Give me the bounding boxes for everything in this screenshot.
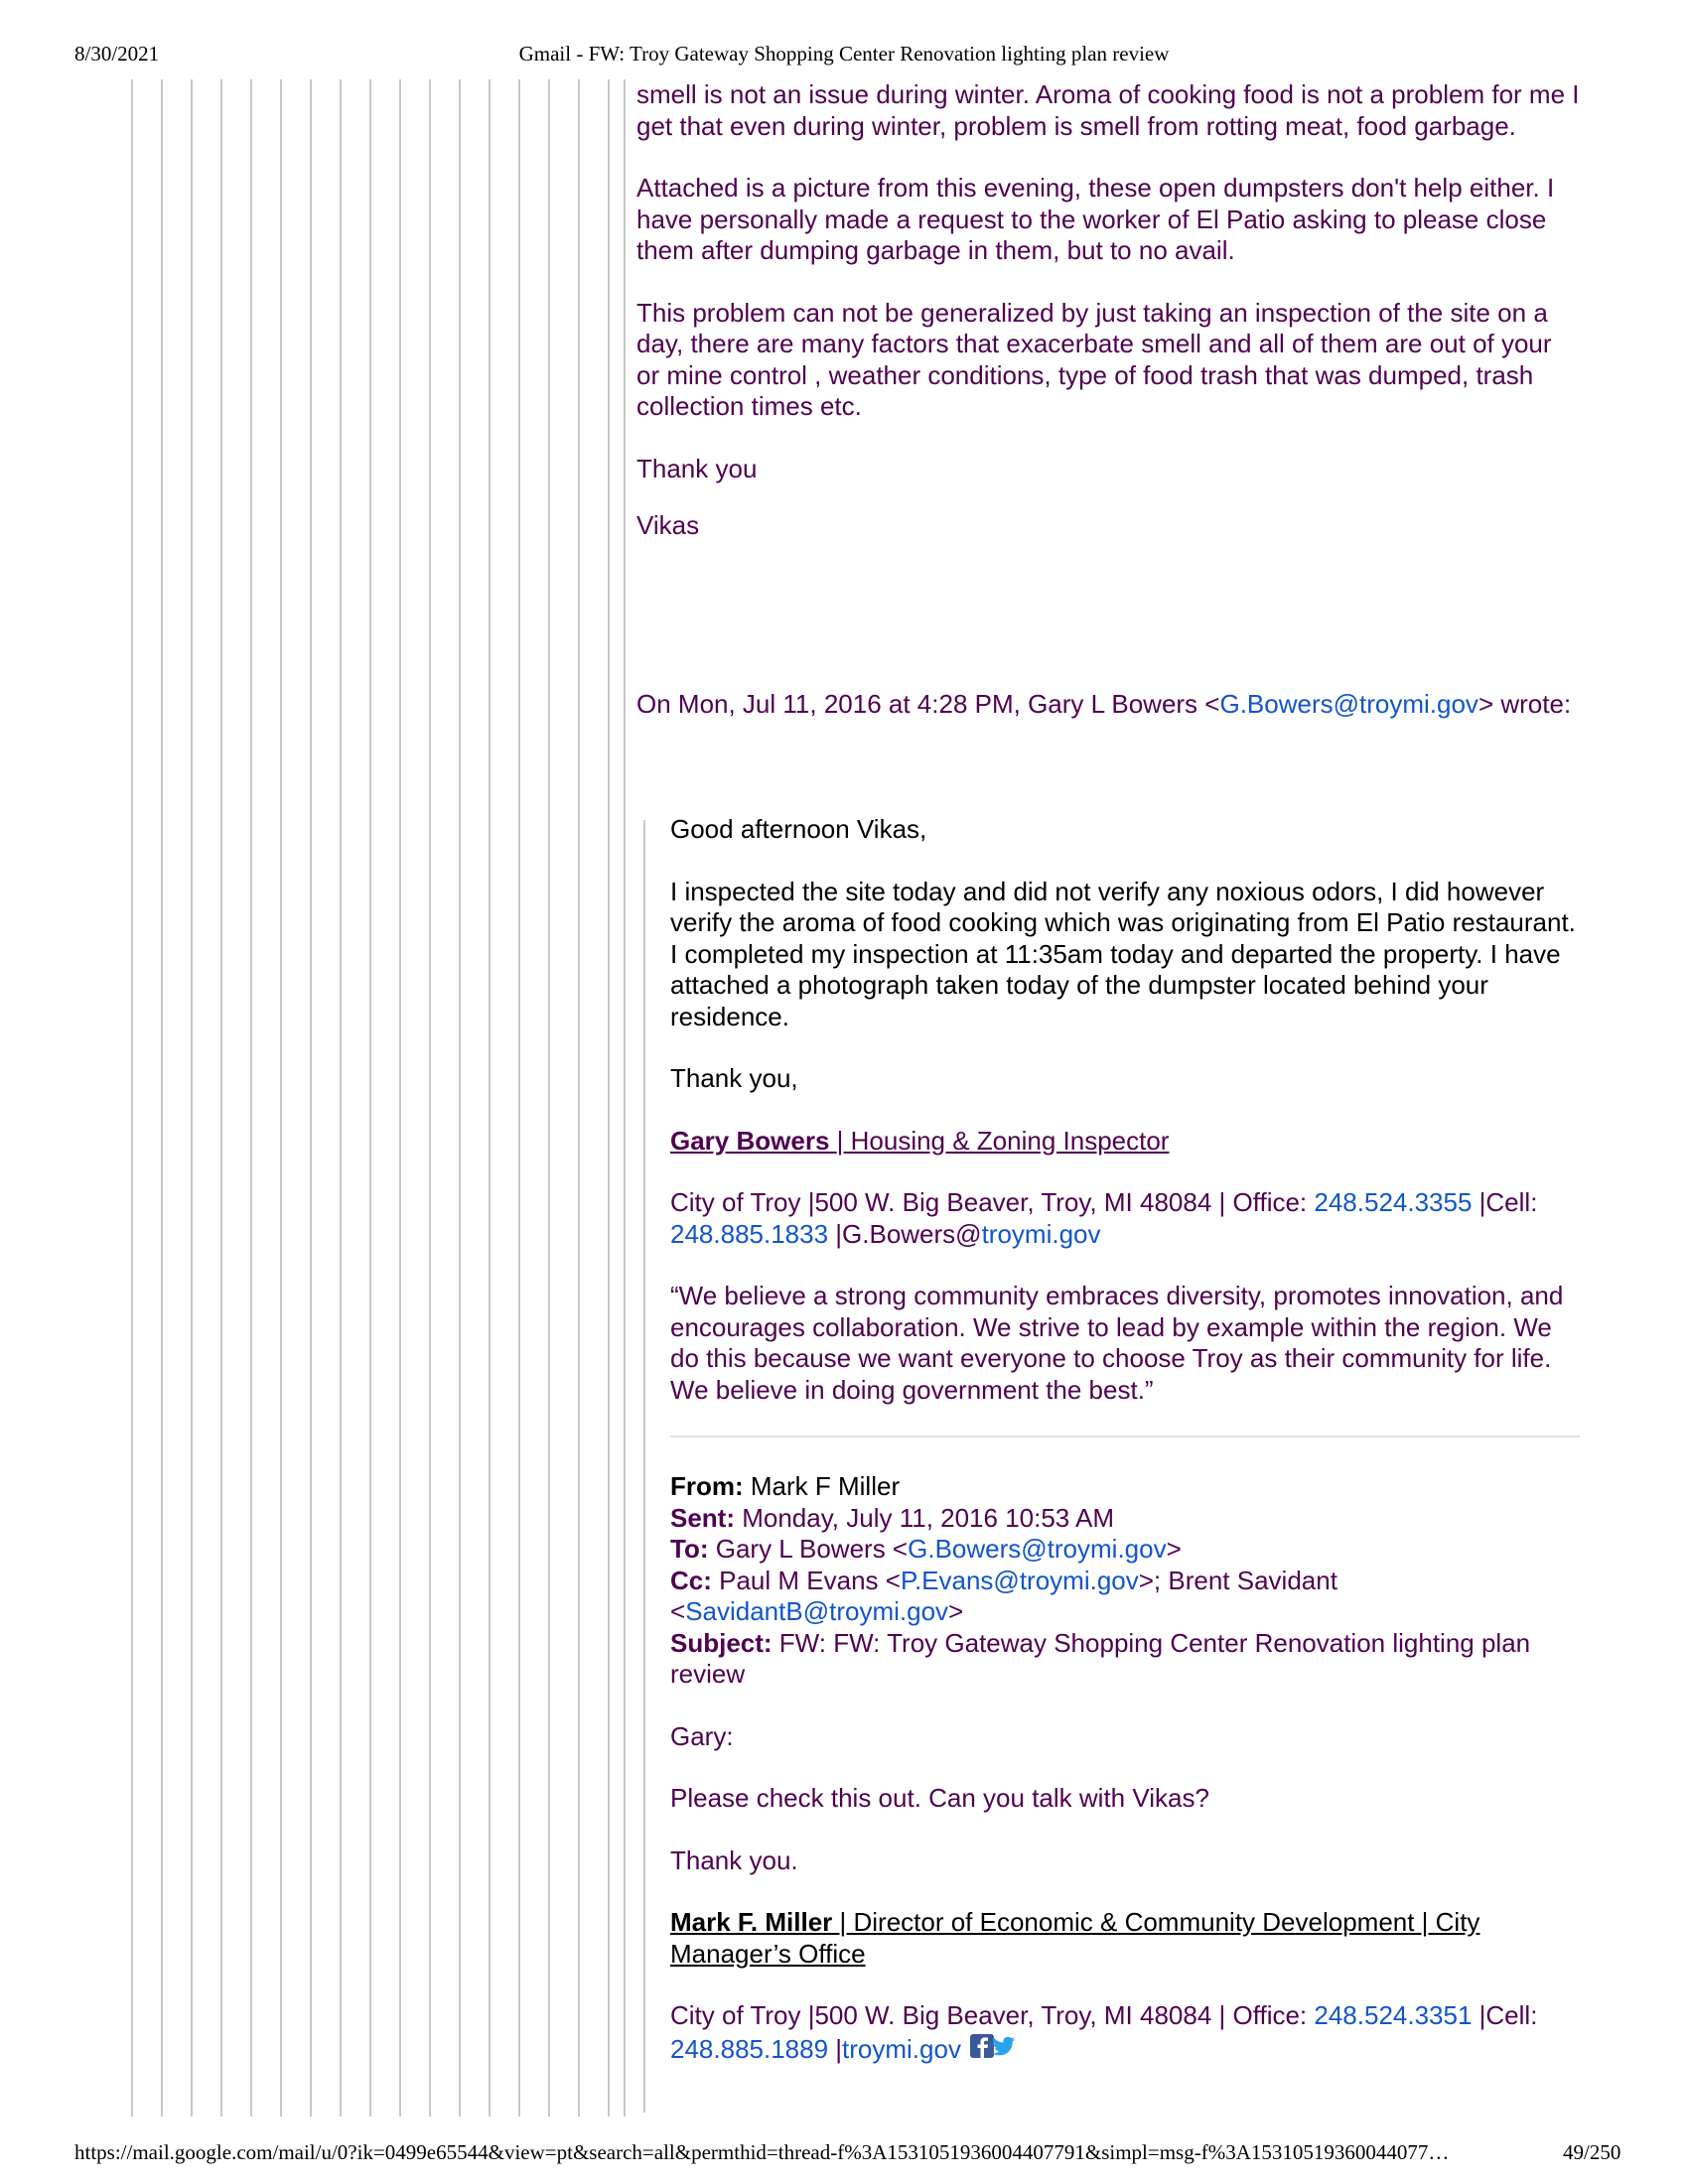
forward-thanks: Thank you.	[670, 1844, 798, 1875]
forward-body: Please check this out. Can you talk with Vikas?	[670, 1783, 1209, 1813]
quote-rule	[280, 79, 282, 2116]
from-line	[670, 1471, 1584, 1503]
quote-rule	[518, 79, 520, 2116]
reply-signature	[670, 1126, 1584, 1158]
quote-rule	[429, 79, 431, 2116]
message-paragraph: Attached is a picture from this evening, these open dumpsters don't help either. I have personally made a request to the worker of El Patio asking to please close them after dumping garbage in them, but to no avail.	[636, 173, 1555, 265]
email-prefix: |G.Bowers@	[828, 1218, 982, 1249]
print-url: https://mail.google.com/mail/u/0?ik=0499e65544&view=pt&search=all&permthid=thread-f%3A1531051936004407791&simpl=msg-f%3A15310519360044077…	[74, 2140, 1450, 2164]
from-value: Mark F Miller	[743, 1471, 901, 1501]
signature-name: Mark F. Miller	[670, 1907, 840, 1937]
cc-label: Cc:	[670, 1565, 712, 1595]
quote-rule	[459, 79, 461, 2116]
forward-signature	[670, 1907, 1584, 1970]
quote-rule	[161, 79, 163, 2116]
sent-value: Monday, July 11, 2016 10:53 AM	[735, 1502, 1115, 1533]
print-title: Gmail - FW: Troy Gateway Shopping Center Renovation lighting plan review	[518, 42, 1170, 66]
cell-phone-link[interactable]: 248.885.1889	[670, 2033, 829, 2064]
message-thanks: Thank you	[636, 453, 758, 483]
reply-body: I inspected the site today and did not verify any noxious odors, I did however verify the aroma of food cooking which was originating from El Patio restaurant. I completed my inspection at 11:35am today and departed the property. I have attached a photograph taken today of the dumpster located behind your residence.	[670, 876, 1576, 1031]
sent-line	[670, 1503, 1584, 1535]
message-paragraph: smell is not an issue during winter. Aroma of cooking food is not a problem for me I get that even during winter, problem is smell from rotting meat, food garbage.	[636, 79, 1580, 141]
email-link[interactable]: SavidantB@troymi.gov	[685, 1596, 949, 1626]
quote-rule	[608, 79, 610, 2116]
cc-value: Paul M Evans <	[711, 1565, 901, 1595]
email-domain-link[interactable]: troymi.gov	[981, 1218, 1101, 1249]
from-label: From:	[670, 1471, 744, 1501]
quote-rule	[250, 79, 252, 2116]
quote-rule	[310, 79, 312, 2116]
quote-intro-text: On Mon, Jul 11, 2016 at 4:28 PM, Gary L Bowers <	[636, 688, 1220, 719]
twitter-icon[interactable]	[992, 2036, 1015, 2055]
message-signature: Vikas	[636, 510, 700, 540]
site-prefix: |	[828, 2033, 843, 2064]
reply-thanks: Thank you,	[670, 1063, 798, 1093]
quote-intro	[636, 689, 1580, 721]
subject-label: Subject:	[670, 1627, 773, 1658]
cc-line	[670, 1566, 1584, 1628]
forwarded-headers	[670, 1471, 1584, 1691]
cell-label: |Cell:	[1472, 1187, 1538, 1217]
to-value: Gary L Bowers <	[708, 1534, 909, 1564]
subject-value: FW: FW: Troy Gateway Shopping Center Renovation lighting plan review	[670, 1627, 1531, 1689]
email-link[interactable]: P.Evans@troymi.gov	[900, 1565, 1139, 1595]
signature-name: Gary Bowers	[670, 1125, 837, 1156]
to-line	[670, 1534, 1584, 1566]
site-link[interactable]: troymi.gov	[842, 2033, 961, 2064]
print-date: 8/30/2021	[74, 42, 160, 66]
quoted-reply	[636, 814, 1585, 2067]
email-link[interactable]: G.Bowers@troymi.gov	[908, 1534, 1167, 1564]
quote-rule	[624, 79, 626, 2116]
quote-rule	[191, 79, 193, 2116]
cc-value: >; Brent Savidant <	[670, 1565, 1337, 1626]
forward-address	[670, 2000, 1584, 2067]
quote-rule	[548, 79, 550, 2116]
office-phone-link[interactable]: 248.524.3351	[1314, 2000, 1473, 2030]
address-text: City of Troy |500 W. Big Beaver, Troy, MI 48084 | Office:	[670, 2000, 1315, 2030]
quote-rule	[578, 79, 580, 2116]
quote-rule	[369, 79, 371, 2116]
quote-intro-text: > wrote:	[1477, 688, 1572, 719]
quote-rule	[399, 79, 401, 2116]
subject-line	[670, 1628, 1584, 1691]
to-close: >	[1166, 1534, 1182, 1564]
address-text: City of Troy |500 W. Big Beaver, Troy, MI 48084 | Office:	[670, 1187, 1315, 1217]
reply-greeting: Good afternoon Vikas,	[670, 814, 927, 844]
reply-motto: “We believe a strong community embraces diversity, promotes innovation, and encourages collaboration. We strive to lead by example within the region. We do this because we want everyone to choose Troy as their community for life. We believe in doing government the best.”	[670, 1281, 1564, 1405]
cell-phone-link[interactable]: 248.885.1833	[670, 1218, 829, 1249]
facebook-icon[interactable]	[970, 2034, 994, 2058]
cc-close: >	[948, 1596, 964, 1626]
message-body	[636, 79, 1580, 720]
signature-title: | Director of Economic & Community Development | City Manager’s Office	[670, 1907, 1480, 1969]
cell-label: |Cell:	[1472, 2000, 1538, 2030]
divider	[670, 1435, 1580, 1437]
quote-rule	[131, 79, 133, 2116]
email-link[interactable]: G.Bowers@troymi.gov	[1219, 688, 1478, 719]
quote-rule	[340, 79, 342, 2116]
signature-title: | Housing & Zoning Inspector	[836, 1125, 1170, 1156]
office-phone-link[interactable]: 248.524.3355	[1314, 1187, 1473, 1217]
quote-rule	[489, 79, 491, 2116]
message-paragraph: This problem can not be generalized by just taking an inspection of the site on a day, there are many factors that exacerbate smell and all of them are out of your or mine control , weather conditions, type of food trash that was dumped, trash collection times etc.	[636, 297, 1552, 421]
to-label: To:	[670, 1534, 709, 1564]
sent-label: Sent:	[670, 1502, 735, 1533]
forward-greeting: Gary:	[670, 1720, 734, 1751]
quote-rule	[220, 79, 222, 2116]
page-number: 49/250	[1563, 2140, 1621, 2164]
social-icons	[969, 2032, 1017, 2068]
reply-address	[670, 1187, 1584, 1250]
